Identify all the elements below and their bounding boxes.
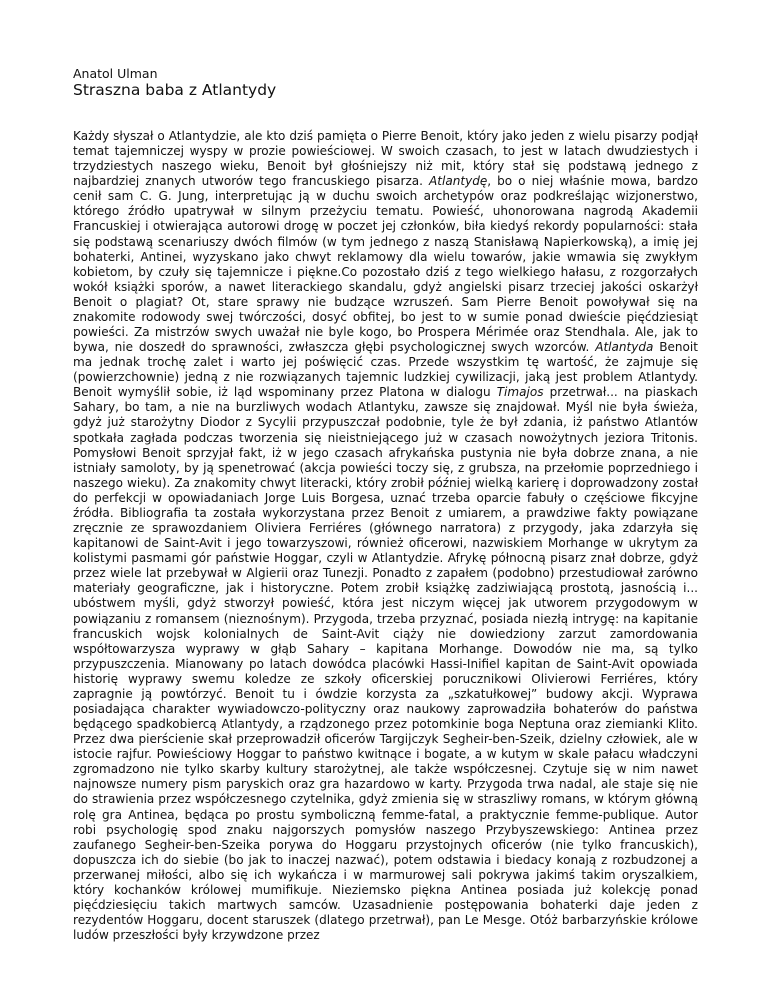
body-paragraph — [73, 129, 698, 943]
body-segment-italic-atlantyda: Atlantyda — [595, 340, 654, 355]
body-segment-4: przetrwał... na piaskach Sahary, bo tam, a nie na burzliwych wodach Atlantyku, zawsze się znajdował. Myśl nie była świeża, gdyż już starożytny Diodor z Sycylii przypuszczał podobnie, tyle że był zdania, iż państwo Atlantów spotkała zagłada podczas tworzenia się nieistniejącego już w czasach nowożytnych jeziora Tritonis. Pomysłowi Benoit sprzyjał fakt, iż w jego czasach afrykańska pustynia nie była dobrze znana, a nie istniały samoloty, by ją spenetrować (akcja powieści toczy się, z grubsza, na przełomie poprzedniego i naszego wieku). Za znakomity chwyt literacki, który zrobił później wielką karierę i doprowadzony został do perfekcji w opowiadaniach Jorge Luis Borgesa, uznać trzeba oparcie fabuły o częściowe fikcyjne źródła. Bibliografia ta została wykorzystana przez Benoit z umiarem, a prawdziwe fakty powiązane zręcznie ze sprawozdaniem Oliviera Ferriéres (głównego narratora) z przygody, jaka zdarzyła się kapitanowi de Saint-Avit i jego towarzyszowi, również oficerowi, nazwiskiem Morhange w ukrytym za kolistymi pasmami gór państwie Hoggar, czyli w Atlantydzie. Afrykę północną pisarz znał dobrze, gdyż przez wiele lat przebywał w Algierii oraz Tunezji. Ponadto z zapałem (podobno) przestudiował zarówno materiały geograficzne, jak i historyczne. Potem zrobił książkę zadziwiającą prostotą, jasnością i... ubóstwem myśli, gdyż stworzył powieść, która jest niczym więcej jak utworem przygodowym w powiązaniu z romansem (nieznośnym). Przygoda, trzeba przyznać, posiada niezłą intrygę: na kapitanie francuskich wojsk kolonialnych de Saint-Avit ciąży nie dowiedziony zarzut zamordowania współtowarzysza wyprawy w głąb Sahary – kapitana Morhange. Dowodów nie ma, są tylko przypuszczenia. Mianowany po latach dowódca placówki Hassi-Inifiel kapitan de Saint-Avit opowiada historię wyprawy swemu koledze ze szkoły oficerskiej porucznikowi Olivierowi Ferriéres, który zapragnie ją powtórzyć. Benoit tu i ówdzie korzysta za „szkatułkowej” budowy akcji. Wyprawa posiadająca charakter wywiadowczo-polityczny oraz naukowy zaprowadziła bohaterów do państwa będącego spadkobiercą Atlantydy, a rządzonego przez potomkinie boga Neptuna oraz ziemianki Klito. Przez dwa pierścienie skał przeprowadził oficerów Targijczyk Segheir-ben-Szeik, dzielny człowiek, ale w istocie rajfur. Powieściowy Hoggar to państwo kwitnące i bogate, a w kutym w skale pałacu władczyni zgromadzono nie tylko skarby kultury starożytnej, ale także współczesnej. Czytuje się w nim nawet najnowsze numery pism paryskich oraz gra hazardowo w karty. Przygoda trwa nadal, ale staje się nie do strawienia przez współczesnego czytelnika, gdyż zmienia się w straszliwy romans, w którym główną rolę gra Antinea, będąca po prostu symboliczną femme-fatal, a praktycznie femme-publique. Autor robi psychologię spod znaku najgorszych pomysłów naszego Przybyszewskiego: Antinea przez zaufanego Segheir-ben-Szeika porywa do Hoggaru przystojnych oficerów (nie tylko francuskich), dopuszcza ich do siebie (bo jak to inaczej nazwać), potem odstawia i biedacy konają z rozbudzonej a przerwanej miłości, albo się ich wykańcza i w marmurowej sali pokrywa jakimś takim oryszalkiem, który kochanków królowej mumifikuje. Nieziemsko piękna Antinea posiada już kolekcję ponad pięćdziesięciu takich martwych samców. Uzasadnienie postępowania bohaterki daje jeden z rezydentów Hoggaru, docent staruszek (dlatego przetrwał), pan Le Mesge. Otóż barbarzyńskie królowe ludów przeszłości były krzywdzone przez — [73, 385, 698, 943]
author-name: Anatol Ulman — [73, 66, 158, 81]
document-title: Straszna baba z Atlantydy — [73, 81, 277, 99]
body-segment-italic-atlantyde: Atlantydę — [429, 174, 488, 189]
body-segment-3: Benoit ma jednak trochę zalet i warto jej poświęcić czas. Przede wszystkim tę wartość, że zajmuje się (powierzchownie) jedną z nie rozwiązanych tajemnic ludzkiej cywilizacji, jaką jest problem Atlantydy. Benoit wymyślił sobie, iż ląd wspominany przez Platona w dialogu — [73, 340, 698, 400]
document-page — [73, 66, 698, 943]
body-segment-2: , bo o niej właśnie mowa, bardzo cenił sam C. G. Jung, interpretując ją w duchu swoich archetypów oraz podkreślając wizjonerstwo, którego źródło upatrywał w silnym przeżyciu tematu. Powieść, uhonorowana nagrodą Akademii Francuskiej i otwierająca autorowi drogę w poczet jej członków, biła kiedyś rekordy popularności: stała się podstawą scenariuszy dwóch filmów (w tym jednego z naszą Stanisławą Napierkowską), a imię jej bohaterki, Antinei, wyzyskano jako chwyt reklamowy dla wielu towarów, jakie wmawia się zwykłym kobietom, by czuły się tajemnicze i piękne.Co pozostało dziś z tego wielkiego hałasu, z rozgorzałych wokół książki sporów, a nawet literackiego skandalu, gdyż angielski pisarz trzeciej jakości oskarżył Benoit o plagiat? Ot, stare sprawy nie budzące wzruszeń. Sam Pierre Benoit powoływał się na znakomite rodowody swej twórczości, dosyć obfitej, bo jest to w sumie ponad dwieście pięćdziesiąt powieści. Za mistrzów swych uważał nie byle kogo, bo Prospera Mérimée oraz Stendhala. Ale, jak to bywa, nie doszedł do sprawności, zwłaszcza głębi psychologicznej swych wzorców. — [73, 174, 699, 355]
body-segment-italic-timajos: Timajos — [496, 385, 544, 400]
body-segment-1: Każdy słyszał o Atlantydzie, ale kto dziś pamięta o Pierre Benoit, który jako jeden z wielu pisarzy podjął temat tajemniczej wyspy w prozie powieściowej. W swoich czasach, to jest w latach dwudziestych i trzydziestych naszego wieku, Benoit był głośniejszy niż mit, który stał się podstawą jednego z najbardziej znanych utworów tego francuskiego pisarza. — [73, 129, 698, 189]
